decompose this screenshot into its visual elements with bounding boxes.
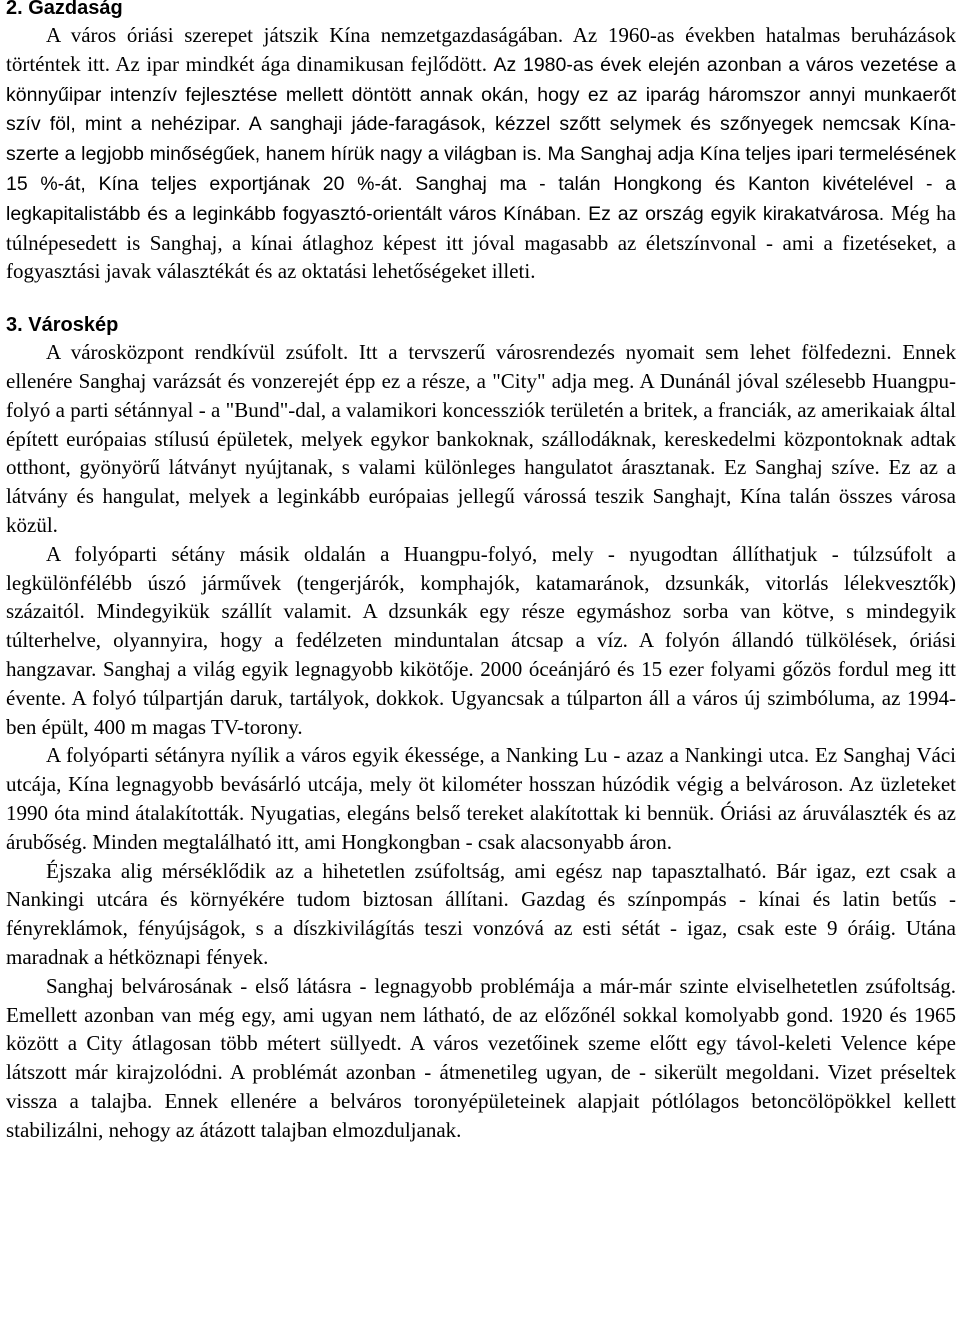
- text-run: Éjszaka alig mérséklődik az a hihetetlen zsúfoltság, ami egész nap tapasztalható. Bár igaz, ezt csak a Nankingi utcára és környékére tudom biztosan állítani. Gazdag és színpompás - kínai és latin betűs - fényreklámok, fényújságok, s a díszkivilágítás teszi vonzóvá az esti sétát - igaz, csak este 9 óráig. Utána maradnak a hétköznapi fények.: [6, 858, 956, 969]
- section-number: 3.: [6, 314, 23, 337]
- text-run: Sanghaj ma - talán Hongkong és Kanton kivételével - a legkapitalistább és a leginkább fogyasztó-orientált város Kínában. Ez az ország egyik kirakatvárosa.: [6, 172, 957, 225]
- text-run: A városközpont rendkívül zsúfolt. Itt a tervszerű városrendezés nyomait sem lehet fölfedezni. Ennek ellenére Sanghaj varázsát és vonzerejét épp ez a része, a "City" adja meg. A Dunánál jóval szélesebb Huangpu-folyó a parti sétánnyal - a "Bund"-dal, a valamikori koncessziók területén a britek, a franciák, az amerikaiak által épített európaias stílusú épületek, melyek egykor bankoknak, szállodáknak, kereskedelmi központoknak adtak otthont, gyönyörű látványt nyújtanak, s valami különleges hangulatot árasztanak. Ez Sanghaj szíve. Ez az a látvány és hangulat, melyek a leginkább európaias jellegű várossá teszik Sanghajt, Kína talán összes városa közül.: [6, 340, 956, 537]
- paragraph: [6, 540, 956, 742]
- paragraph: [6, 741, 956, 856]
- section-title: Városkép: [28, 314, 119, 337]
- paragraph: [6, 857, 956, 972]
- paragraph: [6, 972, 956, 1145]
- section-number: 2.: [6, 0, 23, 19]
- section-gazdasag: [6, 0, 956, 286]
- paragraph: [6, 338, 956, 540]
- section-title: Gazdaság: [28, 0, 123, 19]
- section-heading: [6, 0, 956, 21]
- text-run: A folyóparti sétány másik oldalán a Huangpu-folyó, mely - nyugodtan állíthatjuk - túlzsúfolt a legkülönfélébb úszó járművek (tengerjárók, komphajók, katamaránok, dzsunkák, vitorlás lélekvesztők) százaitól. Mindegyikük szállít valamit. A dzsunkák egy része egymáshoz sorba van kötve, s mindegyik túlterhelve, olyannyira, hogy a fedélzeten minduntalan átcsap a víz. A folyón állandó tülkölések, óriási hangzavar. Sanghaj a világ egyik legnagyobb kikötője. 2000 óceánjáró és 15 ezer folyami gőzös fordul meg itt évente. A folyó túlpartján daruk, tartályok, dokkok. Ugyancsak a túlparton áll a város új szimbóluma, az 1994-ben épült, 400 m magas TV-torony.: [6, 541, 956, 739]
- text-run: Még ha túlnépesedett is Sanghaj, a kínai átlaghoz képest itt jóval magasabb az életszínvonal - ami a fizetéseket, a fogyasztási javak választékát és az oktatási lehetőségeket illeti.: [6, 200, 956, 284]
- text-run: Az 1980-as évek elején azonban a város vezetése a könnyűipar intenzív fejlesztése mellett döntött annak okán, hogy ez az iparág háromszor annyi munkaerőt szív föl, mint a nehézipar. A sanghaji jáde-faragások, kézzel szőtt selymek és szőnyegek nemcsak Kína-szerte a legjobb minőségűek, hanem hírük nagy a világban is. Ma Sanghaj adja Kína teljes ipari termelésének 15 %-át, Kína teljes exportjának 20 %-át.: [6, 53, 956, 195]
- text-run: A város óriási szerepet játszik Kína nemzetgazdaságában. Az 1960-as években hatalmas beruházások történtek itt. Az ipar mindkét ága dinamikusan fejlődött.: [6, 23, 956, 76]
- text-run: Sanghaj belvárosának - első látásra - legnagyobb problémája a már-már szinte elviselhetetlen zsúfoltság. Emellett azonban van még egy, ami ugyan nem látható, de az előzőnél sokkal komolyabb gond. 1920 és 1965 között a City átlagosan több métert süllyedt. A város vezetőinek szeme előtt egy távol-keleti Velence képe látszott már kirajzolódni. A problémát azonban - átmenetileg ugyan, de - sikerült megoldani. Vizet préseltek vissza a talajba. Ennek ellenére a belváros toronyépületeinek alapjait pótlólagos betoncölöpökkel kellett stabilizálni, nehogy az átázott talajban elmozduljanak.: [6, 973, 956, 1142]
- section-varoskep: [6, 312, 956, 1144]
- text-run: A folyóparti sétányra nyílik a város egyik ékessége, a Nanking Lu - azaz a Nankingi utca. Ez Sanghaj Váci utcája, Kína legnagyobb bevásárló utcája, mely öt kilométer hosszan húzódik végig a belvároson. Az üzleteket 1990 óta mind átalakították. Nyugatias, elegáns belső tereket alakítottak ki bennük. Óriási az áruválaszték és az árubőség. Minden megtalálható itt, ami Hongkongban - csak alacsonyabb áron.: [6, 743, 956, 854]
- paragraph: [6, 21, 956, 286]
- section-spacer: [6, 286, 956, 312]
- section-heading: [6, 312, 956, 338]
